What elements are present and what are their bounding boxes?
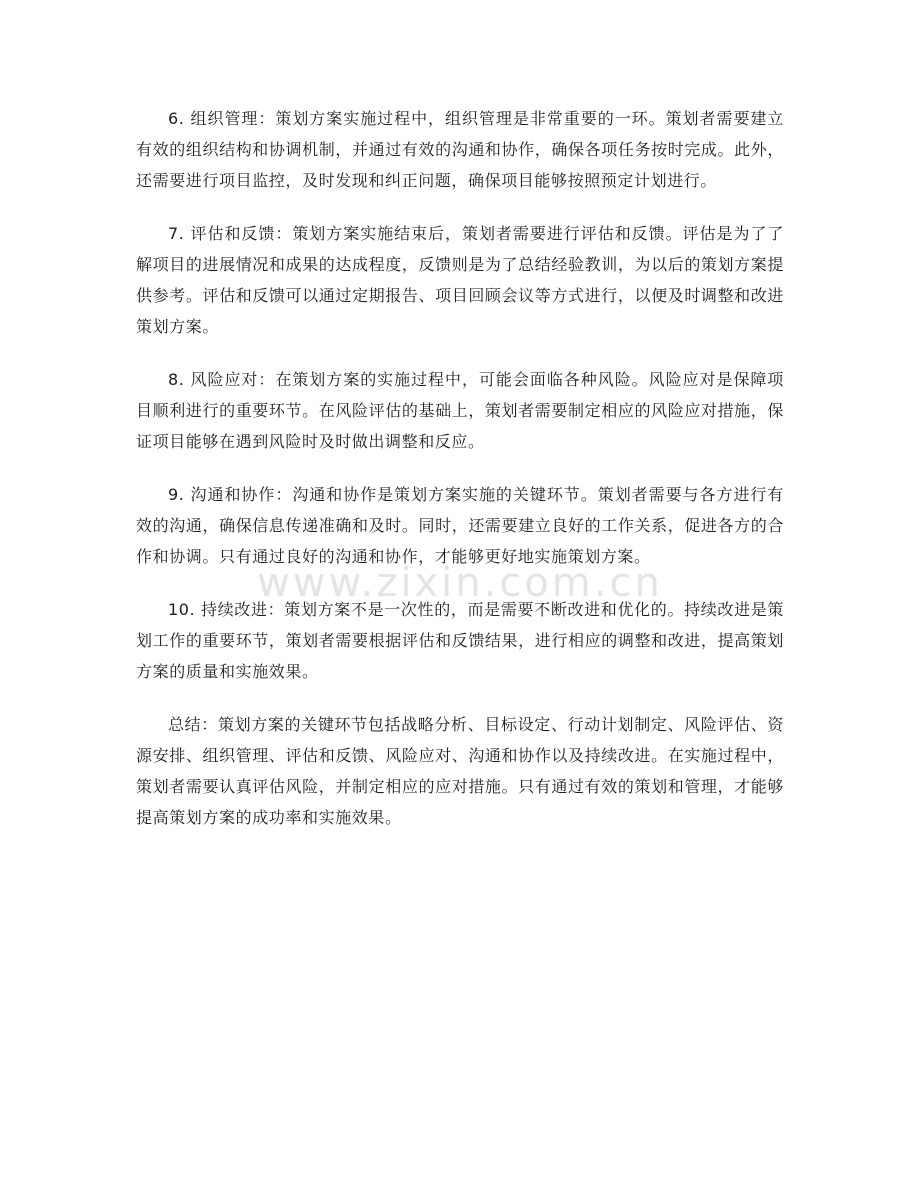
paragraph-communication-collaboration: 9. 沟通和协作：沟通和协作是策划方案实施的关键环节。策划者需要与各方进行有效的沟通，确保信息传递准确和及时。同时，还需要建立良好的工作关系，促进各方的合作和协调。只有通过良好的沟通和协作，才能够更好地实施策划方案。	[136, 485, 784, 566]
paragraph-continuous-improvement: 10. 持续改进：策划方案不是一次性的，而是需要不断改进和优化的。持续改进是策划工作的重要环节，策划者需要根据评估和反馈结果，进行相应的调整和改进，提高策划方案的质量和实施效果。	[136, 600, 784, 681]
paragraph-risk-response: 8. 风险应对：在策划方案的实施过程中，可能会面临各种风险。风险应对是保障项目顺利进行的重要环节。在风险评估的基础上，策划者需要制定相应的风险应对措施，保证项目能够在遇到风险时及时做出调整和反应。	[136, 370, 784, 451]
watermark: www.zixin.com.cn	[257, 560, 663, 606]
paragraph-organization-management: 6. 组织管理：策划方案实施过程中，组织管理是非常重要的一环。策划者需要建立有效的组织结构和协调机制，并通过有效的沟通和协作，确保各项任务按时完成。此外，还需要进行项目监控，及时发现和纠正问题，确保项目能够按照预定计划进行。	[136, 109, 784, 190]
document-body	[136, 103, 784, 855]
paragraph-summary: 总结：策划方案的关键环节包括战略分析、目标设定、行动计划制定、风险评估、资源安排、组织管理、评估和反馈、风险应对、沟通和协作以及持续改进。在实施过程中，策划者需要认真评估风险，并制定相应的应对措施。只有通过有效的策划和管理，才能够提高策划方案的成功率和实施效果。	[136, 715, 784, 827]
paragraph-evaluation-feedback: 7. 评估和反馈：策划方案实施结束后，策划者需要进行评估和反馈。评估是为了了解项目的进展情况和成果的达成程度，反馈则是为了总结经验教训，为以后的策划方案提供参考。评估和反馈可以通过定期报告、项目回顾会议等方式进行，以便及时调整和改进策划方案。	[136, 224, 784, 336]
